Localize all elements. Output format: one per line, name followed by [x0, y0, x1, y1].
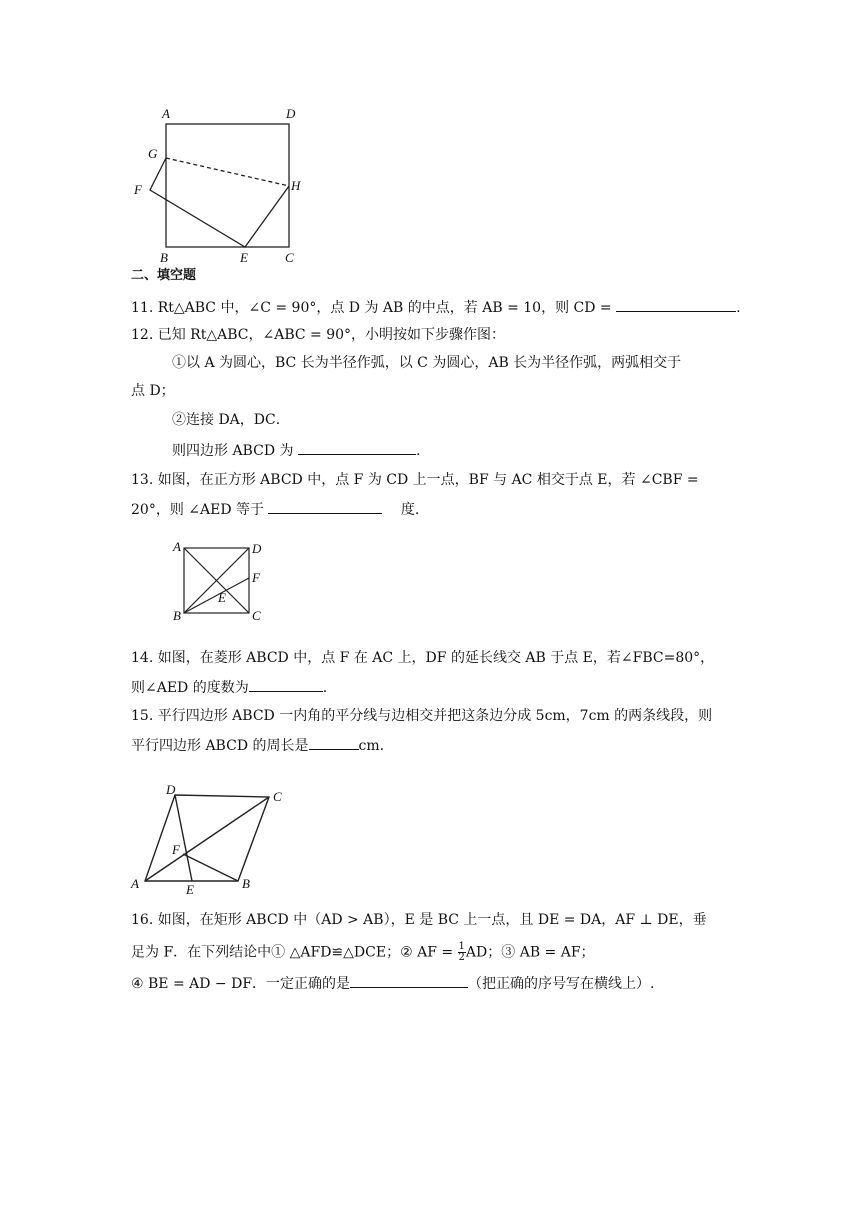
label-d: D [166, 782, 176, 797]
question-number: 16. [131, 912, 154, 928]
question-13-cont: 20°，则 ∠AED 等于 度. [131, 499, 419, 520]
answer-blank[interactable] [350, 973, 468, 988]
question-text: 如图，在矩形 ABCD 中（AD > AB），E 是 BC 上一点，且 DE = DA，AF ⊥ DE，垂 [157, 912, 707, 928]
question-12-ask: 则四边形 ABCD 为 . [172, 440, 420, 461]
answer-blank[interactable] [616, 297, 736, 312]
answer-blank[interactable] [268, 499, 382, 514]
question-15-cont: 平行四边形 ABCD 的周长是 cm. [131, 735, 384, 756]
figure-q13 [170, 538, 270, 628]
question-16-cont: 足为 F．在下列结论中① △AFD≌△DCE；② AF = $\frac{1}{2}$ AD；③ AB = AF； [131, 941, 595, 963]
label-c: C [252, 608, 261, 623]
question-text: 如图，在正方形 ABCD 中，点 F 为 CD 上一点，BF 与 AC 相交于点 E，若 ∠CBF = [157, 472, 699, 488]
label-f: F [252, 570, 260, 585]
question-14-cont: 则∠AED 的度数为 . [131, 677, 327, 698]
label-f: F [172, 842, 180, 857]
segment-de [175, 795, 192, 881]
figure-q10 [128, 100, 318, 270]
question-15 [131, 706, 712, 726]
label-e: E [218, 590, 226, 605]
question-14 [131, 648, 714, 668]
label-g: G [148, 146, 158, 161]
question-number: 15. [131, 708, 154, 724]
question-number: 14. [131, 650, 154, 666]
answer-blank[interactable] [298, 440, 416, 455]
label-c: C [273, 789, 282, 804]
label-e: E [186, 882, 194, 897]
question-text: 如图，在菱形 ABCD 中，点 F 在 AC 上，DF 的延长线交 AB 于点 E，若∠FBC=80°， [157, 650, 715, 666]
answer-blank[interactable] [309, 735, 359, 750]
label-h: H [291, 178, 301, 193]
question-text: 平行四边形 ABCD 一内角的平分线与边相交并把这条边分成 5cm，7cm 的两条线段，则 [157, 708, 713, 724]
question-12-step2: ②连接 DA，DC． [172, 412, 290, 428]
question-text: Rt△ABC 中，∠C = 90°，点 D 为 AB 的中点，若 AB = 10，则 CD = [157, 300, 612, 316]
figure-q14 [128, 780, 293, 898]
question-number: 13. [131, 472, 154, 488]
section-heading: 二、填空题 [131, 268, 197, 283]
question-text: 已知 Rt△ABC，∠ABC = 90°，小明按如下步骤作图： [157, 327, 506, 343]
label-a: A [131, 876, 139, 891]
question-13 [131, 470, 699, 490]
question-16 [131, 910, 707, 930]
segment-bf [184, 578, 249, 613]
label-a: A [173, 539, 181, 554]
diagonal-ac [145, 797, 269, 881]
square-abcd [166, 124, 289, 247]
folded-path-gfeh [150, 158, 289, 247]
label-d: D [252, 541, 262, 556]
question-number: 12. [131, 327, 154, 343]
label-f: F [134, 182, 142, 197]
label-b: B [173, 608, 181, 623]
question-11: 11. Rt△ABC 中，∠C = 90°，点 D 为 AB 的中点，若 AB = 10，则 CD = . [131, 297, 741, 318]
question-number: 11. [131, 300, 154, 316]
label-a: A [162, 106, 170, 121]
question-12-step1: ①以 A 为圆心，BC 长为半径作弧，以 C 为圆心，AB 长为半径作弧，两弧相交于 [172, 355, 682, 371]
answer-blank[interactable] [249, 677, 323, 692]
fraction-one-half: $\frac{1}{2}$ [458, 941, 465, 963]
question-12-step1-cont: 点 D； [131, 383, 175, 399]
segment-gh-dashed [166, 158, 289, 186]
label-e: E [240, 250, 248, 265]
label-d: D [286, 106, 296, 121]
label-c: C [285, 250, 294, 265]
question-16-conclusion: ④ BE = AD − DF．一定正确的是 （把正确的序号写在横线上）. [131, 973, 655, 994]
label-b: B [160, 250, 168, 265]
question-12 [131, 325, 505, 345]
label-b: B [242, 876, 250, 891]
